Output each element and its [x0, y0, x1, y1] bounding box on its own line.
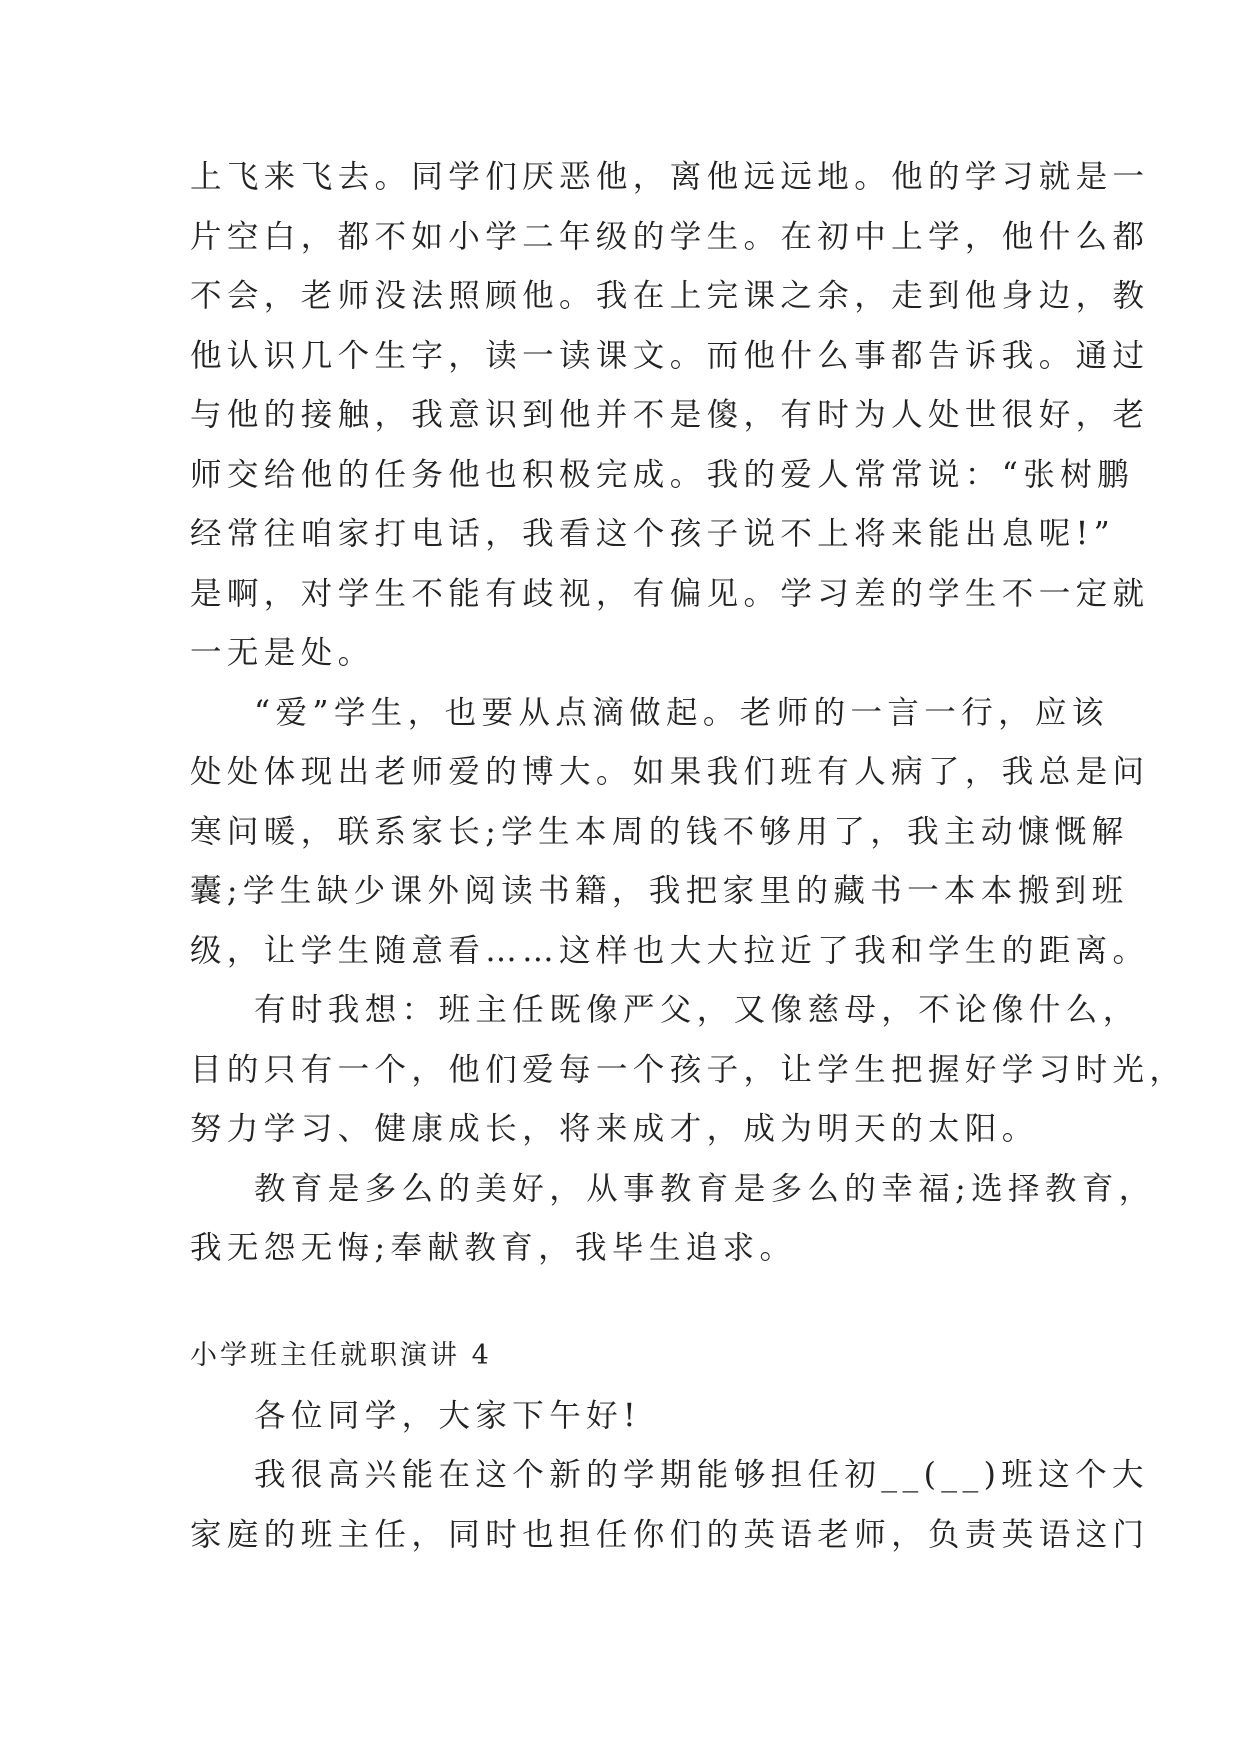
- text-line: 一无是处。: [190, 635, 375, 671]
- text-line: 经常往咱家打电话，我看这个孩子说不上将来能出息呢!”: [190, 516, 1116, 552]
- text-line: 我无怨无悔;奉献教育，我毕生追求。: [190, 1230, 797, 1266]
- text-line: 他认识几个生字，读一读课文。而他什么事都告诉我。通过: [190, 337, 1150, 374]
- text-line: 师交给他的任务他也积极完成。我的爱人常常说：“张树鹏: [190, 456, 1135, 493]
- paragraph-love: [190, 684, 1150, 982]
- text-line: 教育是多么的美好，从事教育是多么的幸福;选择教育，: [254, 1170, 1156, 1207]
- text-line: 片空白，都不如小学二年级的学生。在初中上学，他什么都: [190, 218, 1150, 255]
- text-line: 有时我想：班主任既像严父，又像慈母，不论像什么，: [254, 992, 1140, 1028]
- text-line: 上飞来飞去。同学们厌恶他，离他远远地。他的学习就是一: [190, 159, 1150, 195]
- text-line: 囊;学生缺少课外阅读书籍，我把家里的藏书一本本搬到班: [190, 873, 1129, 909]
- text-line: 寒问暖，联系家长;学生本周的钱不够用了，我主动慷慨解: [190, 813, 1129, 850]
- text-line: “爱”学生，也要从点滴做起。老师的一言一行，应该: [254, 694, 1109, 731]
- paragraph-intro: [190, 1446, 1150, 1565]
- text-line: 我很高兴能在这个新的学期能够担任初__(__)班这个大: [254, 1457, 1149, 1493]
- paragraph-continued: [190, 148, 1150, 684]
- text-line: 努力学习、健康成长，将来成才，成为明天的太阳。: [190, 1111, 1039, 1147]
- text-line: 不会，老师没法照顾他。我在上完课之余，走到他身边，教: [190, 278, 1150, 314]
- paragraph-think: [190, 981, 1187, 1160]
- section-heading: 小学班主任就职演讲 4: [190, 1339, 492, 1371]
- text-line: 处处体现出老师爱的博大。如果我们班有人病了，我总是问: [190, 754, 1150, 790]
- text-line: 目的只有一个，他们爱每一个孩子，让学生把握好学习时光，: [190, 1051, 1187, 1088]
- text-line: 是啊，对学生不能有歧视，有偏见。学习差的学生不一定就: [190, 575, 1150, 612]
- greeting: 各位同学，大家下午好!: [254, 1397, 642, 1434]
- document-body: [190, 148, 1187, 1565]
- text-line: 家庭的班主任，同时也担任你们的英语老师，负责英语这门: [190, 1516, 1150, 1553]
- paragraph-education: [190, 1160, 1156, 1279]
- text-line: 与他的接触，我意识到他并不是傻，有时为人处世很好，老: [190, 397, 1150, 433]
- text-line: 级，让学生随意看……这样也大大拉近了我和学生的距离。: [190, 932, 1150, 969]
